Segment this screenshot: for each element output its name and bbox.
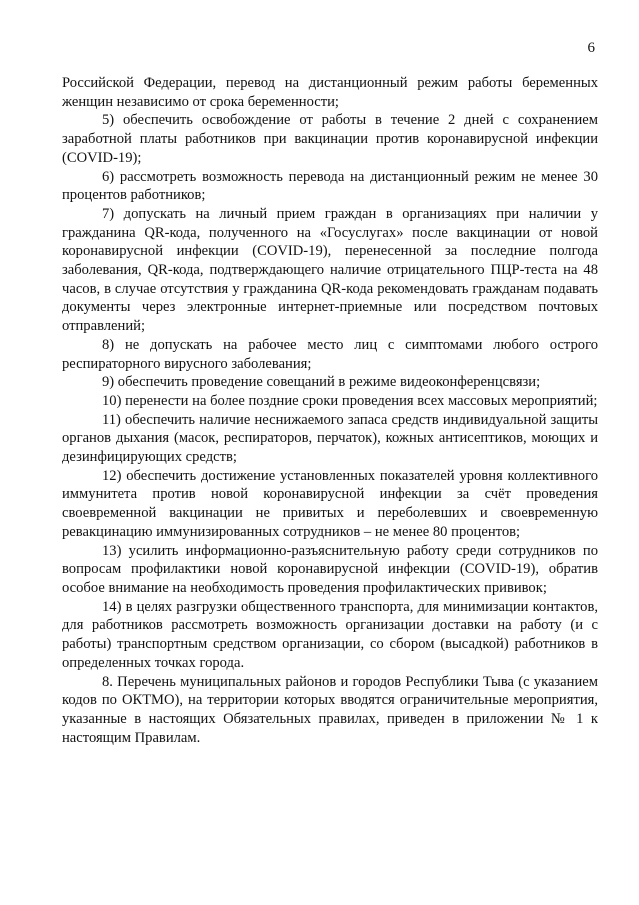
list-item-9: 9) обеспечить проведение совещаний в режиме видеоконференцсвязи; xyxy=(102,374,541,391)
page-number: 6 xyxy=(587,40,595,56)
list-item-7: 7) допускать на личный прием граждан в организациях при наличии у гражданина QR-кода, полученного на «Госуслугах» после вакцинации от новой коронавирусной инфекции (COVID-19), перенесенной за последние полгода заболевания, QR-кода, подтверждающего наличие отрицательного ПЦР-теста на 48 часов, в случае отсутствия у гражданина QR-кода рекомендовать гражданам подавать документы через электронные интернет-приемные или посредством почтовых отправлений; xyxy=(62,205,598,335)
list-item-12: 12) обеспечить достижение установленных показателей уровня коллективного иммунитета против новой коронавирусной инфекции за счёт проведения своевременной вакцинации не привитых и переболевших и своевременную ревакцинацию иммунизированных сотрудников – не менее 80 процентов; xyxy=(62,467,598,540)
document-body xyxy=(62,74,598,747)
list-item-13: 13) усилить информационно-разъяснительную работу среди сотрудников по вопросам профилактики новой коронавирусной инфекции (COVID-19), обратив особое внимание на необходимость проведения профилактических прививок; xyxy=(62,542,598,596)
list-item-11: 11) обеспечить наличие неснижаемого запаса средств индивидуальной защиты органов дыхания (масок, респираторов, перчаток), кожных антисептиков, моющих и дезинфицирующих средств; xyxy=(62,411,598,466)
list-item-10: 10) перенести на более поздние сроки проведения всех массовых мероприятий; xyxy=(102,392,598,409)
section-8-paragraph: 8. Перечень муниципальных районов и городов Республики Тыва (с указанием кодов по ОКТМО), на территории которых вводятся ограничительные мероприятия, указанные в настоящих Обязательных правилах, приведен в приложении № 1 к настоящим Правилам. xyxy=(62,673,598,746)
paragraph-continuation: Российской Федерации, перевод на дистанционный режим работы беременных женщин независимо от срока беременности; xyxy=(62,75,598,110)
list-item-14: 14) в целях разгрузки общественного транспорта, для минимизации контактов, для работников рассмотреть возможность организации доставки на работу (и с работы) транспортным средством организации, со сбором (высадкой) работников в определенных точках города. xyxy=(62,598,598,671)
list-item-8: 8) не допускать на рабочее место лиц с симптомами любого острого респираторного вирусного заболевания; xyxy=(62,336,598,372)
list-item-6: 6) рассмотреть возможность перевода на дистанционный режим не менее 30 процентов работников; xyxy=(62,168,598,204)
list-item-5: 5) обеспечить освобождение от работы в течение 2 дней с сохранением заработной платы работников при вакцинации против коронавирусной инфекции (COVID-19); xyxy=(62,112,598,166)
